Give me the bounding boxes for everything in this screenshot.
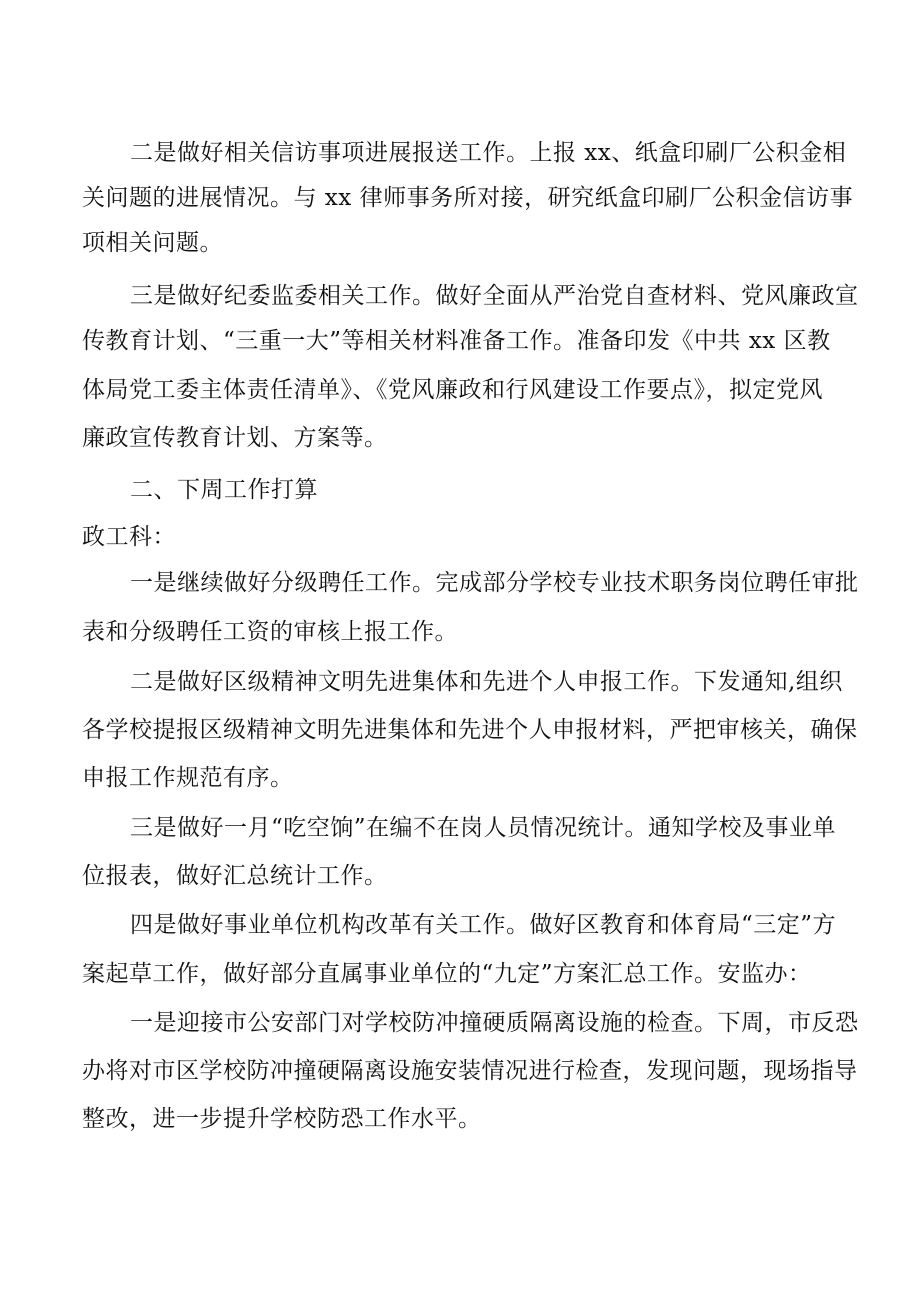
text-line: 办将对市区学校防冲撞硬隔离设施安装情况进行检查，发现问题，现场指导 (82, 1058, 858, 1084)
text-line: 项相关问题。 (82, 230, 223, 256)
text-line: 二是做好相关信访事项进展报送工作。上报 xx、纸盒印刷厂公积金相 (130, 140, 847, 166)
section-heading: 二、下周工作打算 (130, 477, 318, 503)
text-line: 整改，进一步提升学校防恐工作水平。 (82, 1106, 482, 1132)
text-line: 廉政宣传教育计划、方案等。 (82, 425, 388, 451)
text-line: 位报表，做好汇总统计工作。 (82, 863, 388, 889)
text-line: 二是做好区级精神文明先进集体和先进个人申报工作。下发通知,组织 (130, 669, 843, 695)
department-label: 政工科： (82, 524, 176, 550)
text-line: 体局党工委主体责任清单》、《党风廉政和行风建设工作要点》，拟定党风 (82, 377, 823, 403)
text-line: 关问题的进展情况。与 xx 律师事务所对接，研究纸盒印刷厂公积金信访事 (82, 185, 854, 211)
text-line: 案起草工作，做好部分直属事业单位的“九定”方案汇总工作。安监办： (82, 961, 812, 987)
text-line: 表和分级聘任工资的审核上报工作。 (82, 619, 458, 645)
text-line: 一是迎接市公安部门对学校防冲撞硬质隔离设施的检查。下周，市反恐 (130, 1010, 859, 1036)
text-line: 申报工作规范有序。 (82, 765, 294, 791)
text-line: 一是继续做好分级聘任工作。完成部分学校专业技术职务岗位聘任审批 (130, 570, 859, 596)
text-line: 三是做好纪委监委相关工作。做好全面从严治党自查材料、党风廉政宣 (130, 283, 859, 309)
text-line: 三是做好一月“吃空饷”在编不在岗人员情况统计。通知学校及事业单 (130, 815, 837, 841)
text-line: 传教育计划、“三重一大”等相关材料准备工作。准备印发《中共 xx 区教 (82, 328, 831, 354)
text-line: 四是做好事业单位机构改革有关工作。做好区教育和体育局“三定”方 (130, 912, 837, 938)
text-line: 各学校提报区级精神文明先进集体和先进个人申报材料，严把审核关，确保 (82, 717, 858, 743)
